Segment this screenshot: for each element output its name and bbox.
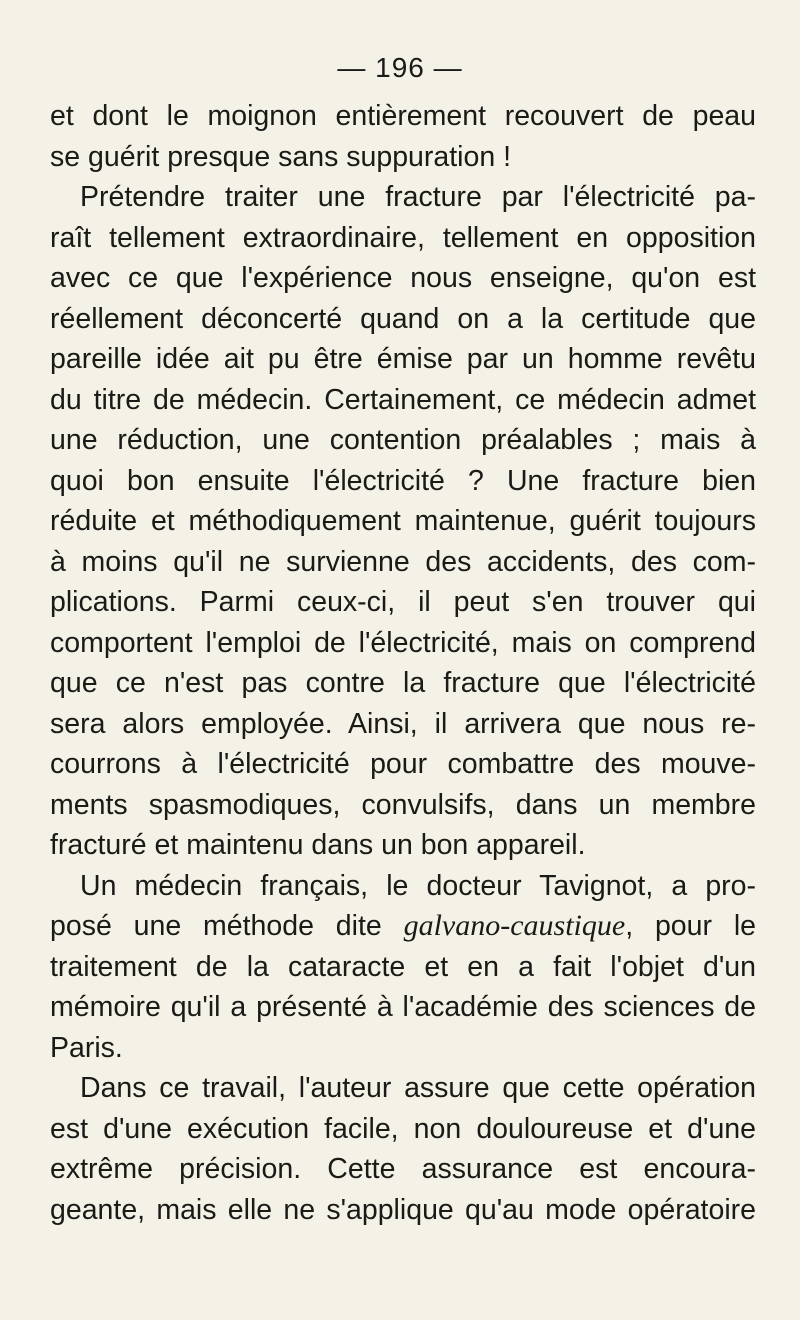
text-line: que ce n'est pas contre la fracture que l'électricité bbox=[50, 667, 756, 699]
text-line: est d'une exécution facile, non douloureuse et d'une bbox=[50, 1112, 756, 1145]
italic-term: galvano-caustique bbox=[403, 909, 626, 942]
text-segment: , pour le bbox=[625, 910, 756, 942]
text-line: se guérit presque sans suppuration ! bbox=[50, 140, 512, 173]
text-line: Un médecin français, le docteur Tavignot, a pro- bbox=[80, 869, 756, 902]
text-line: Prétendre traiter une fracture par l'électricité pa- bbox=[80, 181, 756, 213]
text-line: plications. Parmi ceux-ci, il peut s'en trouver qui bbox=[50, 586, 756, 618]
text-line: mémoire qu'il a présenté à l'académie des sciences de bbox=[50, 991, 756, 1023]
text-line: traitement de la cataracte et en a fait l'objet d'un bbox=[50, 950, 756, 983]
text-line bbox=[50, 906, 756, 947]
text-line: quoi bon ensuite l'électricité ? Une fracture bien bbox=[50, 464, 756, 497]
text-line: pareille idée ait pu être émise par un homme revêtu bbox=[50, 343, 756, 375]
text-line: réduite et méthodiquement maintenue, guérit toujours bbox=[50, 505, 756, 537]
text-line: réellement déconcerté quand on a la certitude que bbox=[50, 302, 756, 335]
text-line: geante, mais elle ne s'applique qu'au mode opératoire bbox=[50, 1193, 756, 1226]
page-number-header: — 196 — bbox=[337, 52, 463, 83]
text-line: courrons à l'électricité pour combattre des mouve- bbox=[50, 748, 756, 780]
text-line: raît tellement extraordinaire, tellement en opposition bbox=[50, 221, 756, 254]
text-line: avec ce que l'expérience nous enseigne, qu'on est bbox=[50, 262, 756, 294]
text-line: fracturé et maintenu dans un bon appareil. bbox=[50, 829, 586, 861]
text-line: extrême précision. Cette assurance est encoura- bbox=[50, 1153, 756, 1185]
text-line: et dont le moignon entièrement recouvert de peau bbox=[50, 100, 756, 132]
text-line: Paris. bbox=[50, 1031, 123, 1064]
text-line: Dans ce travail, l'auteur assure que cette opération bbox=[80, 1072, 756, 1104]
text-line: sera alors employée. Ainsi, il arrivera que nous re- bbox=[50, 707, 756, 740]
text-line: une réduction, une contention préalables ; mais à bbox=[50, 424, 756, 456]
text-segment: posé une méthode dite bbox=[50, 910, 404, 942]
text-line: à moins qu'il ne survienne des accidents, des com- bbox=[50, 545, 756, 578]
text-line: ments spasmodiques, convulsifs, dans un membre bbox=[50, 788, 756, 821]
text-line: comportent l'emploi de l'électricité, mais on comprend bbox=[50, 626, 756, 659]
page-body-text bbox=[50, 96, 756, 1230]
text-line: du titre de médecin. Certainement, ce médecin admet bbox=[50, 383, 756, 416]
